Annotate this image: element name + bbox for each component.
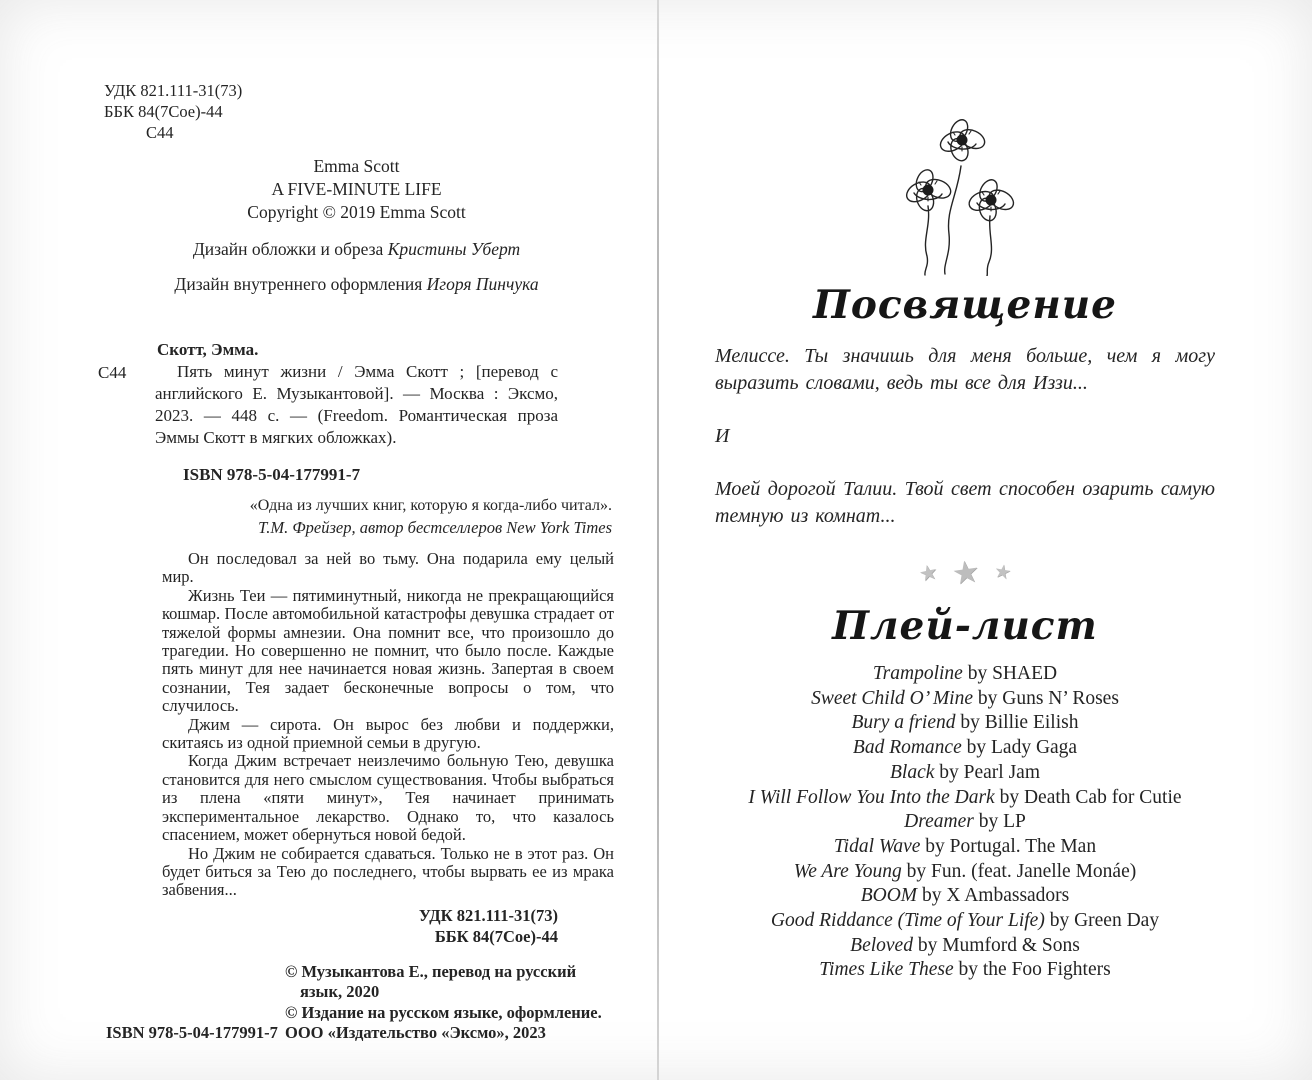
song-title: Times Like These	[819, 959, 954, 981]
cover-design-label: Дизайн обложки и обреза	[192, 239, 388, 259]
dedication-heading: Посвящение	[813, 282, 1117, 328]
song-artist: by Guns N’ Roses	[973, 687, 1119, 709]
review-quote-block	[98, 495, 612, 538]
playlist-item	[715, 860, 1215, 885]
song-artist: by Pearl Jam	[934, 761, 1040, 783]
song-title: Sweet Child O’ Mine	[811, 687, 974, 709]
song-title: Black	[890, 761, 935, 783]
song-artist: by the Foo Fighters	[953, 959, 1111, 981]
dedication-text	[715, 343, 1215, 530]
poppies-illustration	[715, 108, 1215, 281]
copyright-edition: © Издание на русском языке, оформление.	[285, 1002, 602, 1022]
book-title-en: A FIVE-MINUTE LIFE	[271, 179, 442, 199]
playlist-item	[715, 761, 1215, 786]
song-title: Beloved	[850, 934, 913, 956]
song-artist: by Lady Gaga	[961, 737, 1078, 759]
copyright-block	[106, 961, 615, 1044]
song-title: I Will Follow You Into the Dark	[748, 786, 995, 808]
playlist-heading: Плей-лист	[832, 603, 1098, 649]
annotation-paragraph: Жизнь Теи — пятиминутный, никогда не прекращающийся кошмар. После автомобильной катастрофы девушка страдает от тяжелой формы амнезии. Она помнит все, что произошло до трагедии. Но совершенно не помнит, что было после. Каждые пять минут для нее начинается новая жизнь. Запертая в своем сознании, Тея задает бесконечные вопросы о том, что случилось.	[162, 585, 614, 716]
page-gutter-line	[657, 0, 659, 1080]
song-artist: by SHAED	[962, 663, 1058, 684]
playlist	[715, 662, 1215, 983]
song-title: Bury a friend	[851, 712, 956, 734]
song-artist: by Billie Eilish	[955, 712, 1079, 734]
original-title-block	[98, 155, 615, 224]
copyright-line: Copyright © 2019 Emma Scott	[247, 202, 466, 222]
star-icon: ★	[916, 559, 941, 587]
song-artist: by LP	[973, 811, 1026, 833]
cover-design-credit	[98, 239, 615, 260]
stars-divider	[715, 553, 1215, 592]
bbk-top: ББК 84(7Сое)-44	[104, 102, 223, 121]
song-artist: by Death Cab for Cutie	[994, 786, 1182, 808]
song-artist: by Green Day	[1044, 910, 1160, 932]
bbk-bottom: ББК 84(7Сое)-44	[434, 926, 558, 946]
interior-design-credit	[98, 274, 615, 295]
isbn-mid: ISBN 978-5-04-177991-7	[183, 465, 361, 484]
song-title: We Are Young	[793, 860, 902, 882]
interior-designer-name: Игоря Пинчука	[426, 274, 539, 294]
catalog-author: Скотт, Эмма.	[157, 340, 259, 359]
udk-bottom: УДК 821.111-31(73)	[418, 905, 558, 925]
star-icon: ★	[949, 553, 983, 592]
author-sign-mid: С44	[98, 363, 127, 382]
song-title: Bad Romance	[852, 737, 962, 759]
catalog-codes-bottom	[98, 905, 615, 947]
dedication-paragraph: Мелиссе. Ты значишь для меня больше, чем я могу выразить словами, ведь ты все для Иззи...	[715, 345, 1215, 394]
copyright-publisher: ООО «Издательство «Эксмо», 2023	[285, 1023, 546, 1043]
copyright-translation-cont: язык, 2020	[300, 982, 380, 1002]
playlist-item	[715, 934, 1215, 959]
playlist-item	[715, 909, 1215, 934]
interior-design-label: Дизайн внутреннего оформления	[174, 274, 427, 294]
author-sign-top: С44	[146, 123, 174, 142]
copyright-translation: © Музыкантова Е., перевод на русский	[285, 961, 577, 981]
playlist-item	[715, 810, 1215, 835]
cover-designer-name: Кристины Уберт	[387, 239, 521, 259]
song-title: Tidal Wave	[833, 835, 921, 857]
playlist-item	[715, 687, 1215, 712]
annotation-paragraph: Джим — сирота. Он вырос без любви и поддержки, скитаясь из одной приемной семьи в другую.	[162, 714, 614, 753]
song-artist: by Portugal. The Man	[920, 835, 1097, 857]
dedication-page	[715, 108, 1215, 983]
playlist-item	[715, 835, 1215, 860]
song-title: Dreamer	[904, 811, 974, 833]
song-artist: by Fun. (feat. Janelle Monáe)	[901, 860, 1137, 882]
song-title: Trampoline	[872, 663, 963, 684]
catalog-entry: Пять минут жизни / Эмма Скотт ; [перевод с английского Е. Музыкантовой]. — Москва : Эксмо, 2023. — 448 с. — (Freedom. Романтическая проза Эммы Скотт в мягких обложках).	[155, 362, 558, 447]
poppy-flowers-icon	[889, 108, 1041, 276]
udk-top: УДК 821.111-31(73)	[104, 81, 243, 100]
imprint-page	[98, 80, 615, 1044]
catalog-codes-top	[104, 80, 615, 143]
playlist-item	[715, 958, 1215, 983]
annotation-paragraph: Но Джим не собирается сдаваться. Только не в этот раз. Он будет биться за Тею до последнего, чтобы вырвать ее из мрака забвения...	[162, 843, 614, 900]
isbn-bottom: ISBN 978-5-04-177991-7	[106, 1023, 278, 1043]
catalog-card	[98, 339, 558, 449]
song-artist: by Mumford & Sons	[912, 934, 1080, 956]
author-name-en: Emma Scott	[313, 156, 400, 176]
playlist-item	[715, 662, 1215, 687]
song-title: BOOM	[860, 885, 918, 907]
review-quote-attribution: Т.М. Фрейзер, автор бестселлеров New York Times	[258, 517, 612, 537]
song-title: Good Riddance (Time of Your Life)	[770, 910, 1045, 932]
dedication-and: И	[715, 425, 730, 447]
review-quote: «Одна из лучших книг, которую я когда-либо читал».	[249, 497, 612, 514]
annotation-paragraph: Он последовал за ней во тьму. Она подарила ему целый мир.	[162, 549, 614, 587]
playlist-item	[715, 786, 1215, 811]
dedication-paragraph: Моей дорогой Талии. Твой свет способен озарить самую темную из комнат...	[715, 478, 1215, 527]
annotation-block	[162, 550, 614, 900]
star-icon: ★	[992, 560, 1013, 585]
annotation-paragraph: Когда Джим встречает неизлечимо больную Тею, девушка становится для него смыслом существования. Чтобы выбраться из плена «пяти минут», Тея начинает принимать экспериментальное лекарство. Однако то, что казалось спасением, может обернуться новой бедой.	[162, 751, 614, 845]
playlist-item	[715, 736, 1215, 761]
playlist-item	[715, 711, 1215, 736]
playlist-item	[715, 884, 1215, 909]
song-artist: by X Ambassadors	[917, 885, 1070, 907]
